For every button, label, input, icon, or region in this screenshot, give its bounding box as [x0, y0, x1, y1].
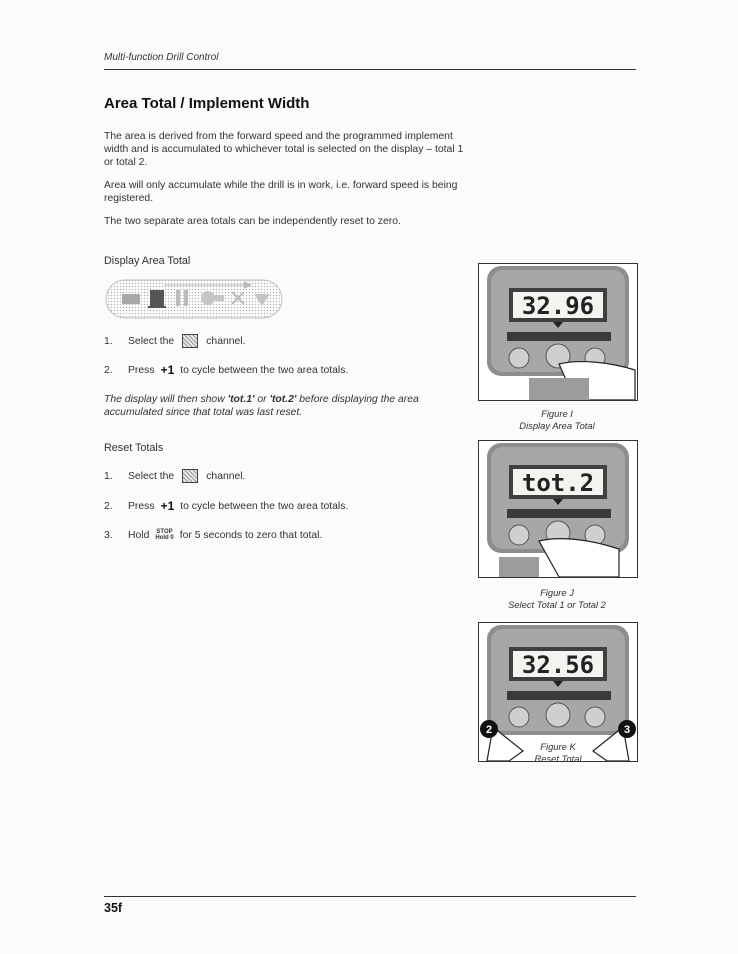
channel-icon-band	[104, 276, 284, 322]
paragraph-2: Area will only accumulate while the drill is in work, i.e. forward speed is being registered.	[104, 180, 458, 204]
step-3-badge	[618, 720, 636, 738]
running-header: Multi-function Drill Control	[104, 52, 219, 63]
header-rule	[104, 69, 636, 70]
figure-i-caption: Figure I Display Area Total	[519, 408, 595, 431]
display-note: The display will then show 'tot.1' or 'tot.2' before displaying the area accumulated since that total was last reset.	[104, 394, 419, 418]
svg-text:2: 2	[485, 724, 493, 736]
figure-k-caption: Figure K Reset Total	[534, 741, 582, 762]
reset-heading: Reset Totals	[104, 442, 164, 454]
section-title: Area Total / Implement Width	[104, 95, 310, 112]
lcd-readout: 32.56	[521, 651, 595, 679]
reset-step-2: 2. Press +1 to cycle between the two area totals.	[104, 499, 349, 513]
paragraph-1: The area is derived from the forward speed and the programmed implement width and is accumulated to whichever total is selected on the display – total 1 or total 2.	[104, 131, 464, 168]
figure-k	[478, 622, 638, 762]
lcd-readout: tot.2	[521, 469, 595, 497]
tractor-icon	[122, 294, 140, 304]
display-step-2: 2. Press +1 to cycle between the two area totals.	[104, 363, 349, 377]
display-area-heading: Display Area Total	[104, 255, 191, 267]
area-channel-icon	[182, 334, 198, 348]
stop-key: STOP Hold 0	[155, 529, 174, 541]
area-channel-icon	[148, 290, 166, 308]
reset-step-1: 1. Select the channel.	[104, 470, 246, 482]
console-illustration	[479, 264, 637, 400]
svg-text:3: 3	[623, 724, 631, 736]
figure-j-caption: Figure J Select Total 1 or Total 2	[508, 587, 606, 610]
display-step-1: 1. Select the channel.	[104, 335, 246, 347]
step-2-badge	[480, 720, 498, 738]
reset-step-3: 3. Hold STOP Hold 0 for 5 seconds to zero that total.	[104, 529, 323, 541]
console-illustration	[479, 441, 637, 577]
area-channel-icon	[182, 469, 198, 483]
lcd-readout: 32.96	[521, 292, 595, 320]
paragraph-3: The two separate area totals can be independently reset to zero.	[104, 216, 401, 227]
plus-one-key: +1	[160, 363, 175, 377]
figure-j	[478, 440, 638, 578]
figure-i	[478, 263, 638, 401]
plus-one-key: +1	[160, 499, 175, 513]
page-number: 35f	[104, 901, 123, 915]
footer-rule	[104, 896, 636, 897]
